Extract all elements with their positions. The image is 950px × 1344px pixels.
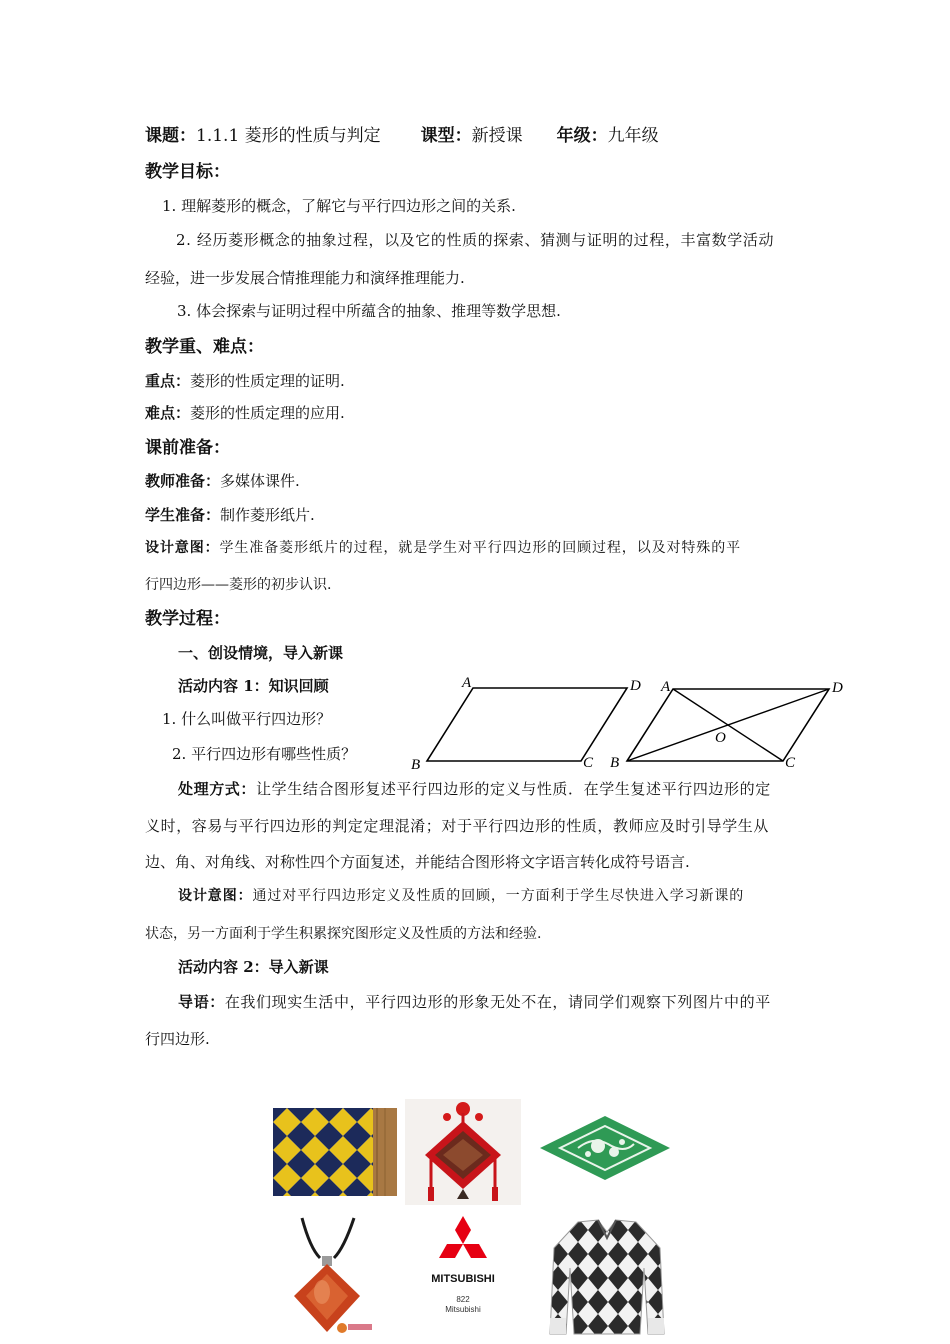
topic-value: 1.1.1 菱形的性质与判定 [196,126,381,146]
parallelogram-diagonals-figure [605,672,850,772]
argyle-sweater-photo [548,1218,666,1336]
logo-wordmark: MITSUBISHI [431,1273,495,1285]
intent-line1: 学生准备菱形纸片的过程，就是学生对平行四边形的回顾过程，以及对特殊的平 [219,540,741,556]
fig1-label-C: C [583,755,594,771]
method-label: 处理方式： [178,780,257,798]
fig2-label-O: O [715,730,726,746]
activity-1-title: 活动内容 1：知识回顾 [178,677,329,695]
method-line3: 边、角、对角线、对称性四个方面复述，并能结合图形将文字语言转化成符号语言. [145,853,690,871]
objective-2: 2. 经历菱形概念的抽象过程，以及它的性质的探索、猜测与证明的过程，丰富数学活动 [176,231,775,249]
objective-2-cont: 经验，进一步发展合情推理能力和演绎推理能力. [145,269,465,287]
objectives-heading: 教学目标： [145,162,230,182]
method-line1-row [178,782,771,797]
three-diamonds-icon [434,1216,492,1268]
prep-heading: 课前准备： [145,438,230,458]
paper-cut-photo [538,1114,672,1182]
fig1-label-B: B [411,757,421,773]
pendant-photo [272,1218,382,1336]
focus-heading: 教学重、难点： [145,337,264,357]
fig1-label-A: A [462,675,472,691]
teacher-prep [145,474,300,489]
intent2-line1: 通过对平行四边形定义及性质的回顾，一方面利于学生尽快进入学习新课的 [252,888,745,904]
tile-pattern-photo [273,1108,397,1196]
question-2: 2. 平行四边形有哪些性质？ [172,745,357,763]
teacher-text: 多媒体课件. [220,472,300,490]
method-line1: 让学生结合图形复述平行四边形的定义与性质．在学生复述平行四边形的定 [256,780,771,798]
logo-code: 822 [456,1295,470,1304]
guide-line1: 在我们现实生活中，平行四边形的形象无处不在，请同学们观察下列图片中的平 [224,993,771,1011]
process-heading: 教学过程： [145,609,230,629]
diff-label: 难点： [145,404,191,422]
intent-label: 设计意图： [145,540,220,556]
grade-value: 九年级 [607,126,659,146]
teacher-label: 教师准备： [145,472,221,490]
activity-2-title: 活动内容 2：导入新课 [178,958,329,976]
section-1-title: 一、创设情境，导入新课 [178,644,344,662]
logo-caption: Mitsubishi [445,1305,481,1314]
mitsubishi-logo-photo [428,1216,498,1316]
question-1: 1. 什么叫做平行四边形？ [162,710,332,728]
student-label: 学生准备： [145,506,221,524]
design-intent-1 [145,541,741,555]
difficult-point [145,406,345,421]
fig2-label-B: B [610,755,620,771]
key-point [145,374,345,389]
lesson-header [145,128,659,145]
key-label: 重点： [145,372,191,390]
fig2-label-C: C [785,755,796,771]
intent2-line1-row [178,889,744,903]
guide-label: 导语： [178,993,225,1011]
objective-1: 1. 理解菱形的概念，了解它与平行四边形之间的关系. [162,197,516,215]
topic-label: 课题： [145,126,196,146]
diff-text: 菱形的性质定理的应用. [190,404,345,422]
chinese-knot-photo [405,1099,521,1205]
grade-label: 年级： [556,126,608,146]
intent-line2: 行四边形——菱形的初步认识. [145,577,332,593]
objective-3: 3. 体会探索与证明过程中所蕴含的抽象、推理等数学思想. [177,302,561,320]
fig1-label-D: D [630,678,641,694]
guide-line2: 行四边形. [145,1030,210,1048]
key-text: 菱形的性质定理的证明. [190,372,345,390]
intent2-label: 设计意图： [178,888,253,904]
student-text: 制作菱形纸片. [220,506,315,524]
fig2-label-D: D [832,680,843,696]
type-label: 课型： [420,126,472,146]
student-prep [145,508,315,523]
guide-line1-row [178,995,771,1010]
intent2-line2: 状态，另一方面利于学生积累探究图形定义及性质的方法和经验. [145,926,542,942]
type-value: 新授课 [471,126,523,146]
fig2-label-A: A [661,679,671,695]
method-line2: 义时，容易与平行四边形的判定定理混淆；对于平行四边形的性质，教师应及时引导学生从 [145,817,770,835]
